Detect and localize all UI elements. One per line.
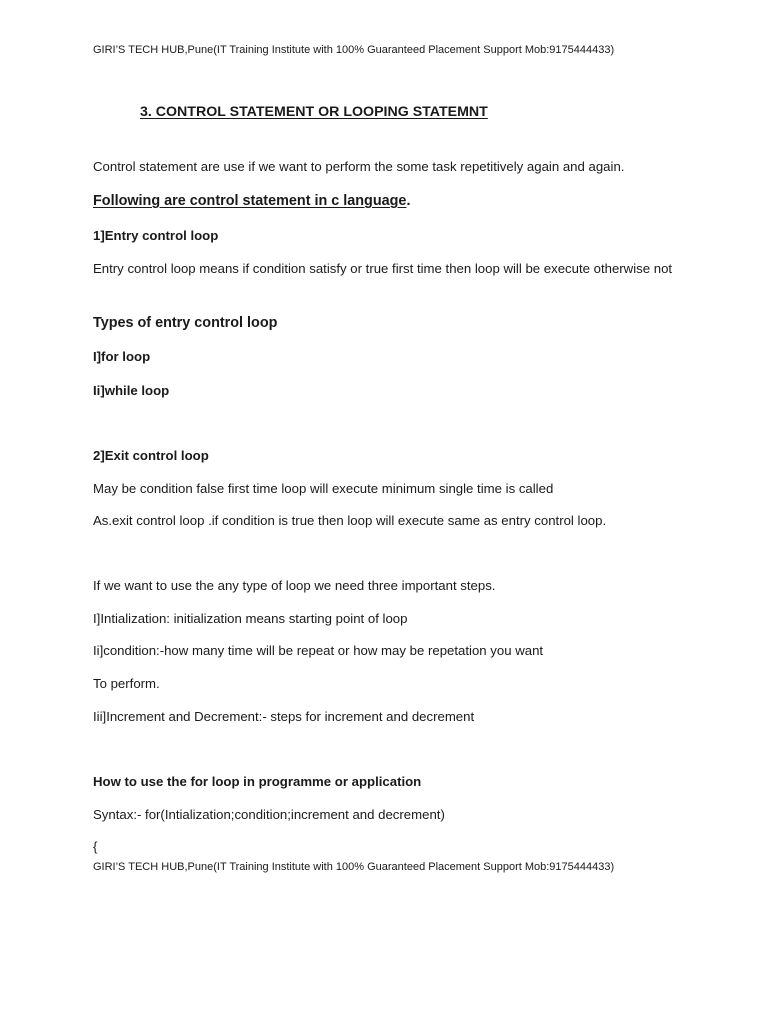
page-header: GIRI’S TECH HUB,Pune(IT Training Institute with 100% Guaranteed Placement Support Mob:9175444433) [93, 44, 615, 56]
exit-loop-line-2: As.exit control loop .if condition is true then loop will execute same as entry control loop. [93, 513, 607, 528]
exit-loop-heading: 2]Exit control loop [93, 448, 209, 463]
for-loop-syntax: Syntax:- for(Intialization;condition;increment and decrement) [93, 807, 445, 822]
entry-loop-description: Entry control loop means if condition satisfy or true first time then loop will be execute otherwise not [93, 261, 673, 276]
intro-paragraph: Control statement are use if we want to perform the some task repetitively again and again. [93, 159, 625, 174]
step-initialization: I]Intialization: initialization means starting point of loop [93, 611, 408, 626]
step-condition: Ii]condition:-how many time will be repeat or how may be repetation you want [93, 643, 544, 658]
list-heading-suffix: . [406, 193, 411, 209]
for-loop-open-brace: { [93, 839, 98, 854]
page-footer: GIRI’S TECH HUB,Pune(IT Training Institute with 100% Guaranteed Placement Support Mob:9175444433) [93, 861, 615, 873]
step-increment-decrement: Iii]Increment and Decrement:- steps for increment and decrement [93, 709, 475, 724]
types-item-for-loop: I]for loop [93, 349, 151, 364]
page-title: 3. CONTROL STATEMENT OR LOOPING STATEMNT [140, 104, 488, 120]
steps-intro: If we want to use the any type of loop we need three important steps. [93, 578, 496, 593]
types-item-while-loop: Ii]while loop [93, 383, 170, 398]
for-loop-heading: How to use the for loop in programme or application [93, 774, 422, 789]
step-condition-continued: To perform. [93, 676, 160, 691]
types-heading: Types of entry control loop [93, 315, 278, 331]
list-heading-text: Following are control statement in c language [93, 193, 407, 209]
entry-loop-heading: 1]Entry control loop [93, 228, 219, 243]
list-heading [93, 193, 410, 209]
exit-loop-line-1: May be condition false first time loop will execute minimum single time is called [93, 481, 554, 496]
